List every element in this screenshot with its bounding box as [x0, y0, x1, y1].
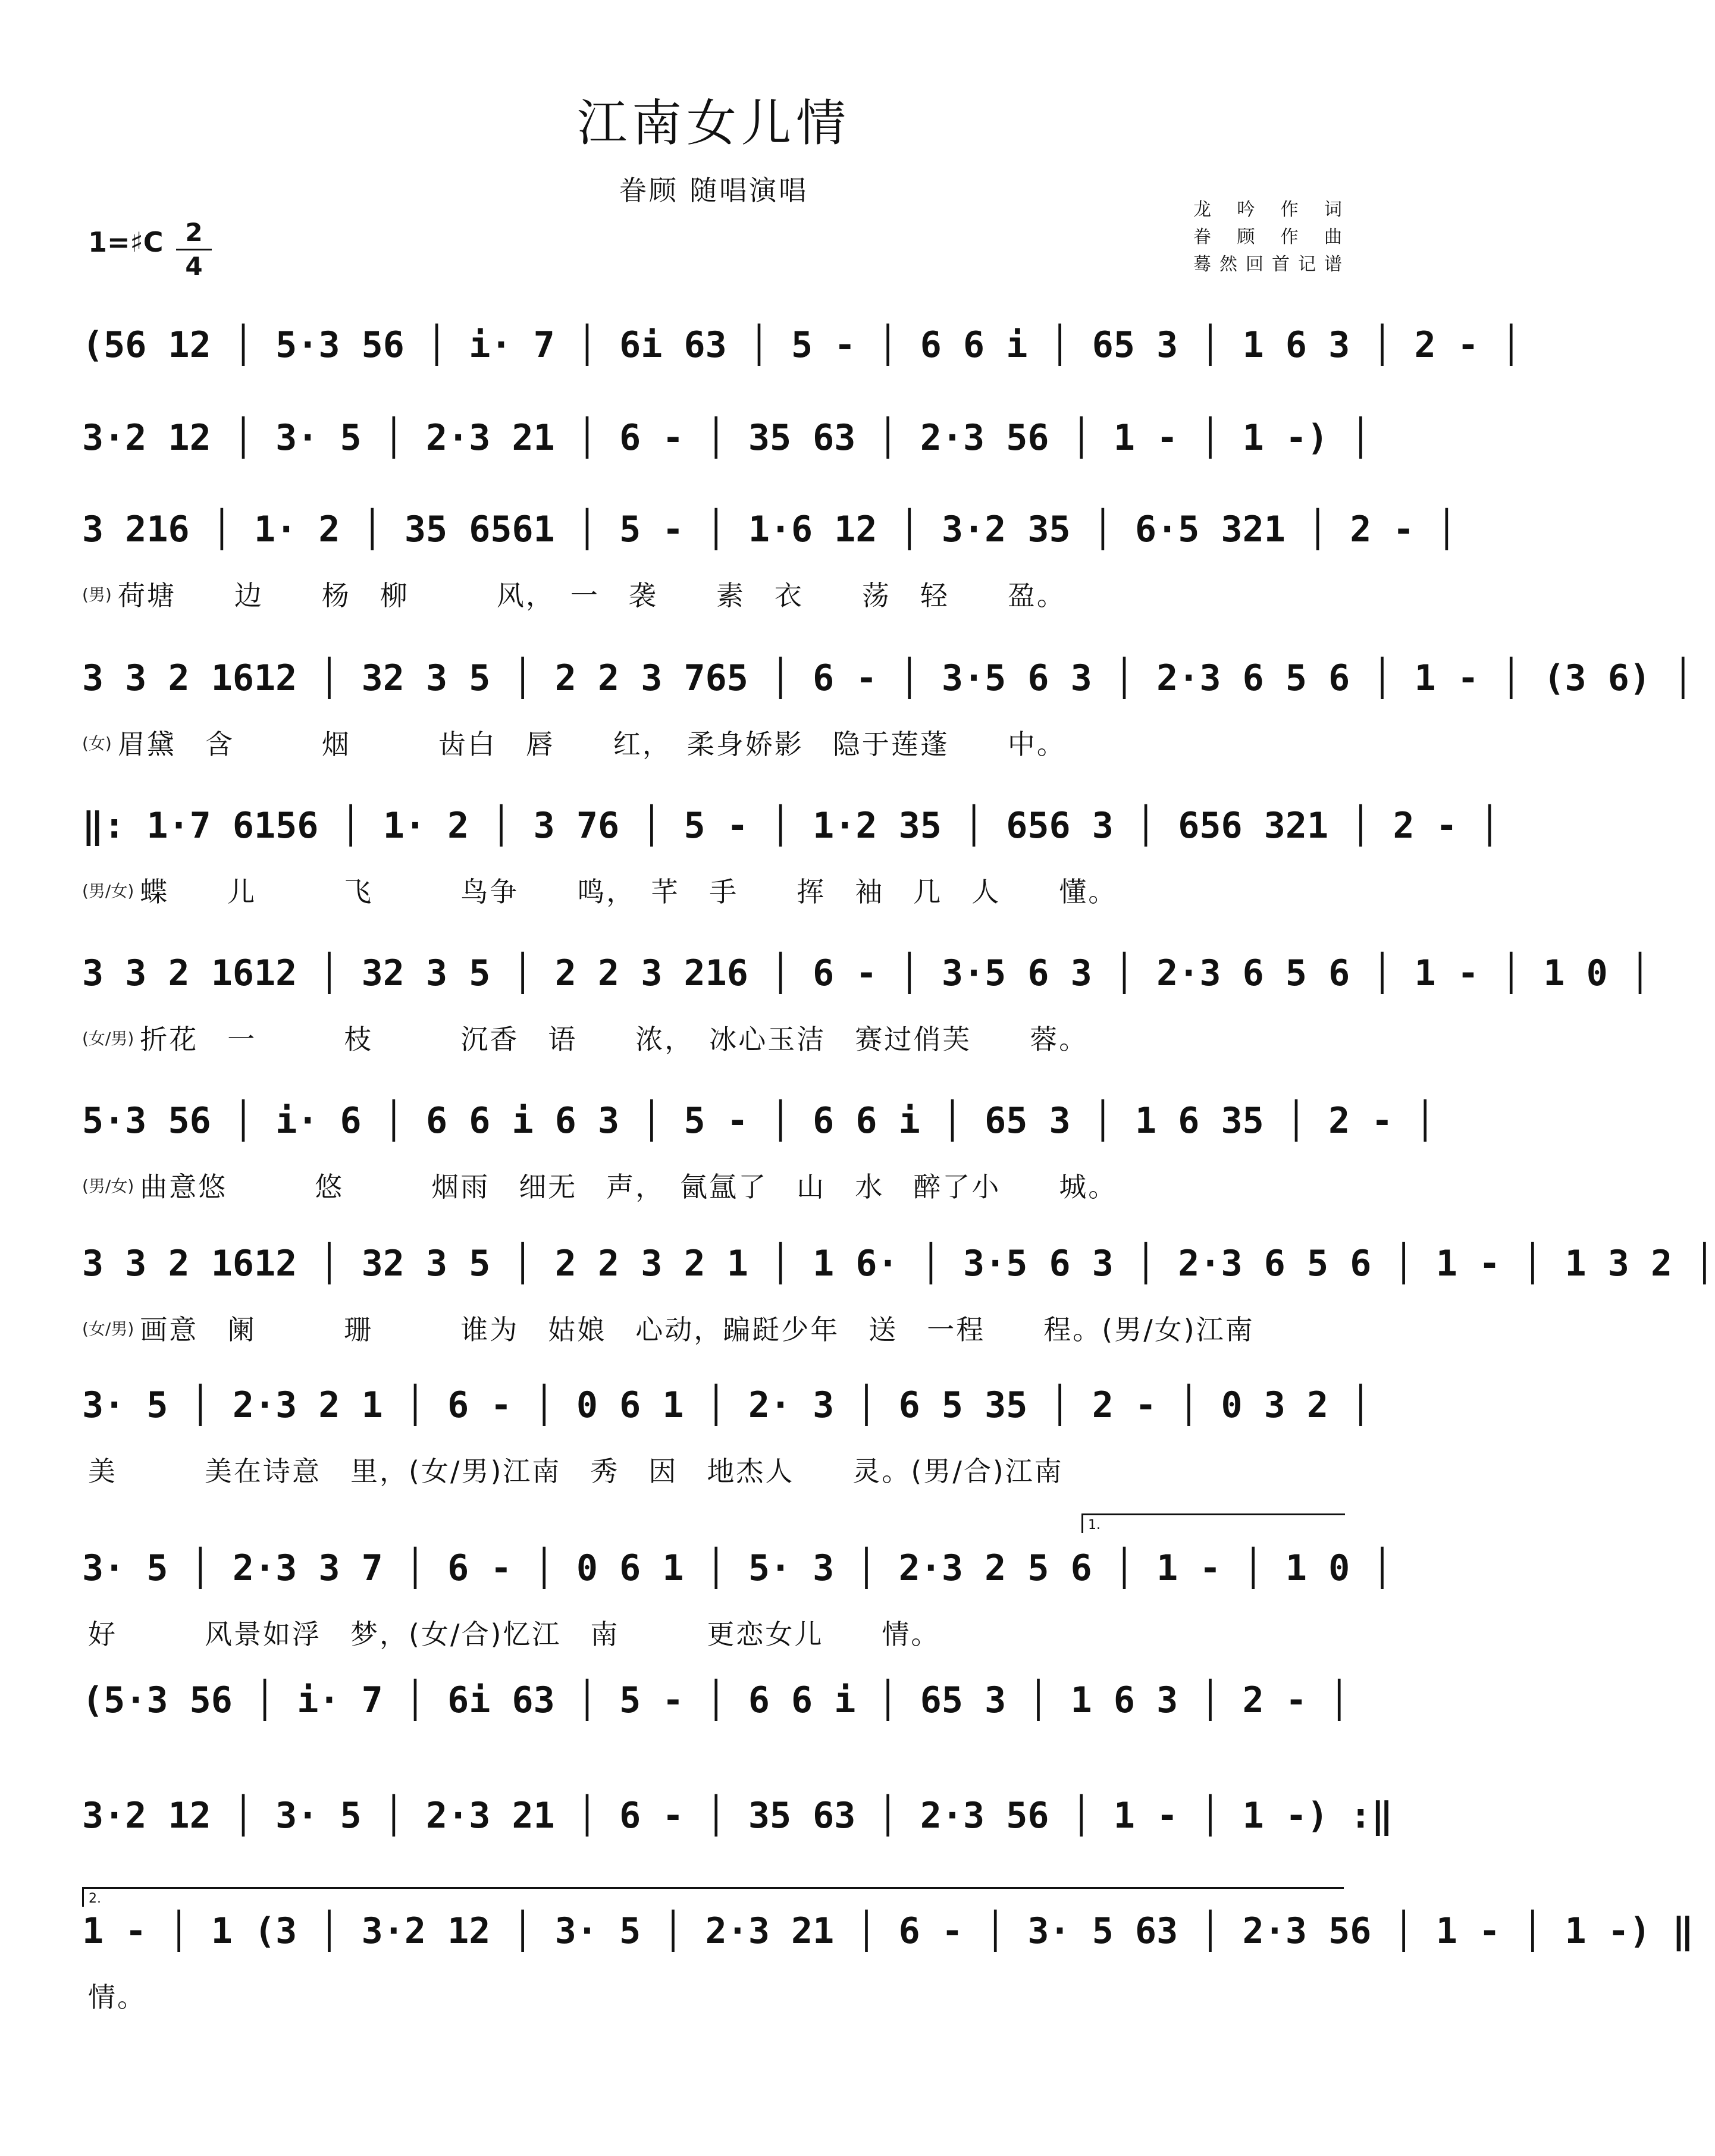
- time-signature: [176, 218, 212, 281]
- volta-number: 1.: [1088, 1518, 1101, 1533]
- lyric-line: [82, 576, 1342, 612]
- credits: [1193, 196, 1342, 278]
- lyric-line: [82, 1310, 1342, 1346]
- volta-number: 2.: [89, 1891, 101, 1906]
- lyric-text: 荷塘 边 杨 柳 风， 一 袭 素 衣 荡 轻 盈。: [117, 579, 1066, 612]
- notation-line: 3·2 12 │ 3· 5 │ 2·3 21 │ 6 - │ 35 63 │ 2·3 56 │ 1 - │ 1 -) :‖: [82, 1795, 1393, 1837]
- notation-line: 3 3 2 1612 │ 32 3 5 │ 2 2 3 765 │ 6 - │ 3·5 6 3 │ 2·3 6 5 6 │ 1 - │ (3 6) │: [82, 657, 1694, 699]
- singer-role: (女/男): [82, 1029, 134, 1048]
- notation-line: ‖: 1·7 6156 │ 1· 2 │ 3 76 │ 5 - │ 1·2 35 │ 656 3 │ 656 321 │ 2 - │: [82, 805, 1501, 847]
- volta-bracket: [1081, 1513, 1345, 1533]
- notation-line: 3· 5 │ 2·3 3 7 │ 6 - │ 0 6 1 │ 5· 3 │ 2·3 2 5 6 │ 1 - │ 1 0 │: [82, 1547, 1393, 1589]
- transcriber-credit: 蓦然回首记谱: [1193, 254, 1342, 275]
- notation-line: (56 12 │ 5·3 56 │ i· 7 │ 6i 63 │ 5 - │ 6 6 i │ 65 3 │ 1 6 3 │ 2 - │: [82, 324, 1522, 366]
- lyric-line: [82, 1452, 1342, 1487]
- notation-line: 3 3 2 1612 │ 32 3 5 │ 2 2 3 2 1 │ 1 6· │ 3·5 6 3 │ 2·3 6 5 6 │ 1 - │ 1 3 2 │: [82, 1243, 1715, 1284]
- notation-line: 3 3 2 1612 │ 32 3 5 │ 2 2 3 216 │ 6 - │ 3·5 6 3 │ 2·3 6 5 6 │ 1 - │ 1 0 │: [82, 952, 1651, 994]
- time-signature-top: 2: [185, 218, 203, 247]
- notation-line: 3 216 │ 1· 2 │ 35 6561 │ 5 - │ 1·6 12 │ 3·2 35 │ 6·5 321 │ 2 - │: [82, 509, 1457, 550]
- key-signature: 1=♯C: [88, 226, 164, 258]
- lyric-line: [82, 1615, 1342, 1650]
- lyric-line: [82, 872, 1342, 908]
- singer-role: (女/男): [82, 1319, 134, 1339]
- notation-line: 5·3 56 │ i· 6 │ 6 6 i 6 3 │ 5 - │ 6 6 i │ 65 3 │ 1 6 35 │ 2 - │: [82, 1100, 1436, 1142]
- lyric-text: 画意 阑 珊 谁为 姑娘 心动，蹁跹少年 送 一程 程。(男/女)江南: [140, 1314, 1255, 1346]
- notation-line: 3· 5 │ 2·3 2 1 │ 6 - │ 0 6 1 │ 2· 3 │ 6 5 35 │ 2 - │ 0 3 2 │: [82, 1384, 1372, 1426]
- score-title: 江南女儿情: [576, 94, 851, 152]
- lyric-text: 曲意悠 悠 烟雨 细无 声， 氤氲了 山 水 醉了小 城。: [140, 1171, 1118, 1203]
- time-signature-bar: [176, 249, 212, 250]
- composer-credit: 眷 顾 作 曲: [1193, 227, 1342, 247]
- singer-role: (男): [82, 585, 112, 604]
- notation-line: 1 - │ 1 (3 │ 3·2 12 │ 3· 5 │ 2·3 21 │ 6 - │ 3· 5 63 │ 2·3 56 │ 1 - │ 1 -) ‖: [82, 1910, 1694, 1952]
- lyric-text: 眉黛 含 烟 齿白 唇 红， 柔身娇影 隐于莲蓬 中。: [117, 728, 1066, 760]
- lyric-text: 蝶 儿 飞 鸟争 鸣， 芊 手 挥 袖 几 人 懂。: [140, 876, 1118, 908]
- lyricist-credit: 龙 吟 作 词: [1193, 199, 1342, 220]
- singer-role: (男/女): [82, 1176, 134, 1196]
- lyric-line: [82, 1020, 1342, 1055]
- singer-role: (男/女): [82, 881, 134, 901]
- time-signature-bottom: 4: [185, 252, 203, 281]
- lyric-text: 好 风景如浮 梦，(女/合)忆江 南 更恋女儿 情。: [88, 1618, 940, 1650]
- lyric-line: [82, 725, 1342, 760]
- notation-line: (5·3 56 │ i· 7 │ 6i 63 │ 5 - │ 6 6 i │ 65 3 │ 1 6 3 │ 2 - │: [82, 1679, 1350, 1721]
- lyric-text: 美 美在诗意 里，(女/男)江南 秀 因 地杰人 灵。(男/合)江南: [88, 1455, 1064, 1487]
- lyric-text: 折花 一 枝 沉香 语 浓， 冰心玉洁 赛过俏芙 蓉。: [140, 1023, 1089, 1055]
- lyric-text: 情。: [88, 1981, 146, 2013]
- lyric-line: [82, 1167, 1342, 1203]
- lyric-line: [82, 1978, 1342, 2013]
- notation-line: 3·2 12 │ 3· 5 │ 2·3 21 │ 6 - │ 35 63 │ 2·3 56 │ 1 - │ 1 -) │: [82, 417, 1372, 459]
- singer-role: (女): [82, 734, 112, 753]
- performer-line: 眷顾 随唱演唱: [619, 174, 809, 206]
- volta-bracket: [82, 1887, 1344, 1907]
